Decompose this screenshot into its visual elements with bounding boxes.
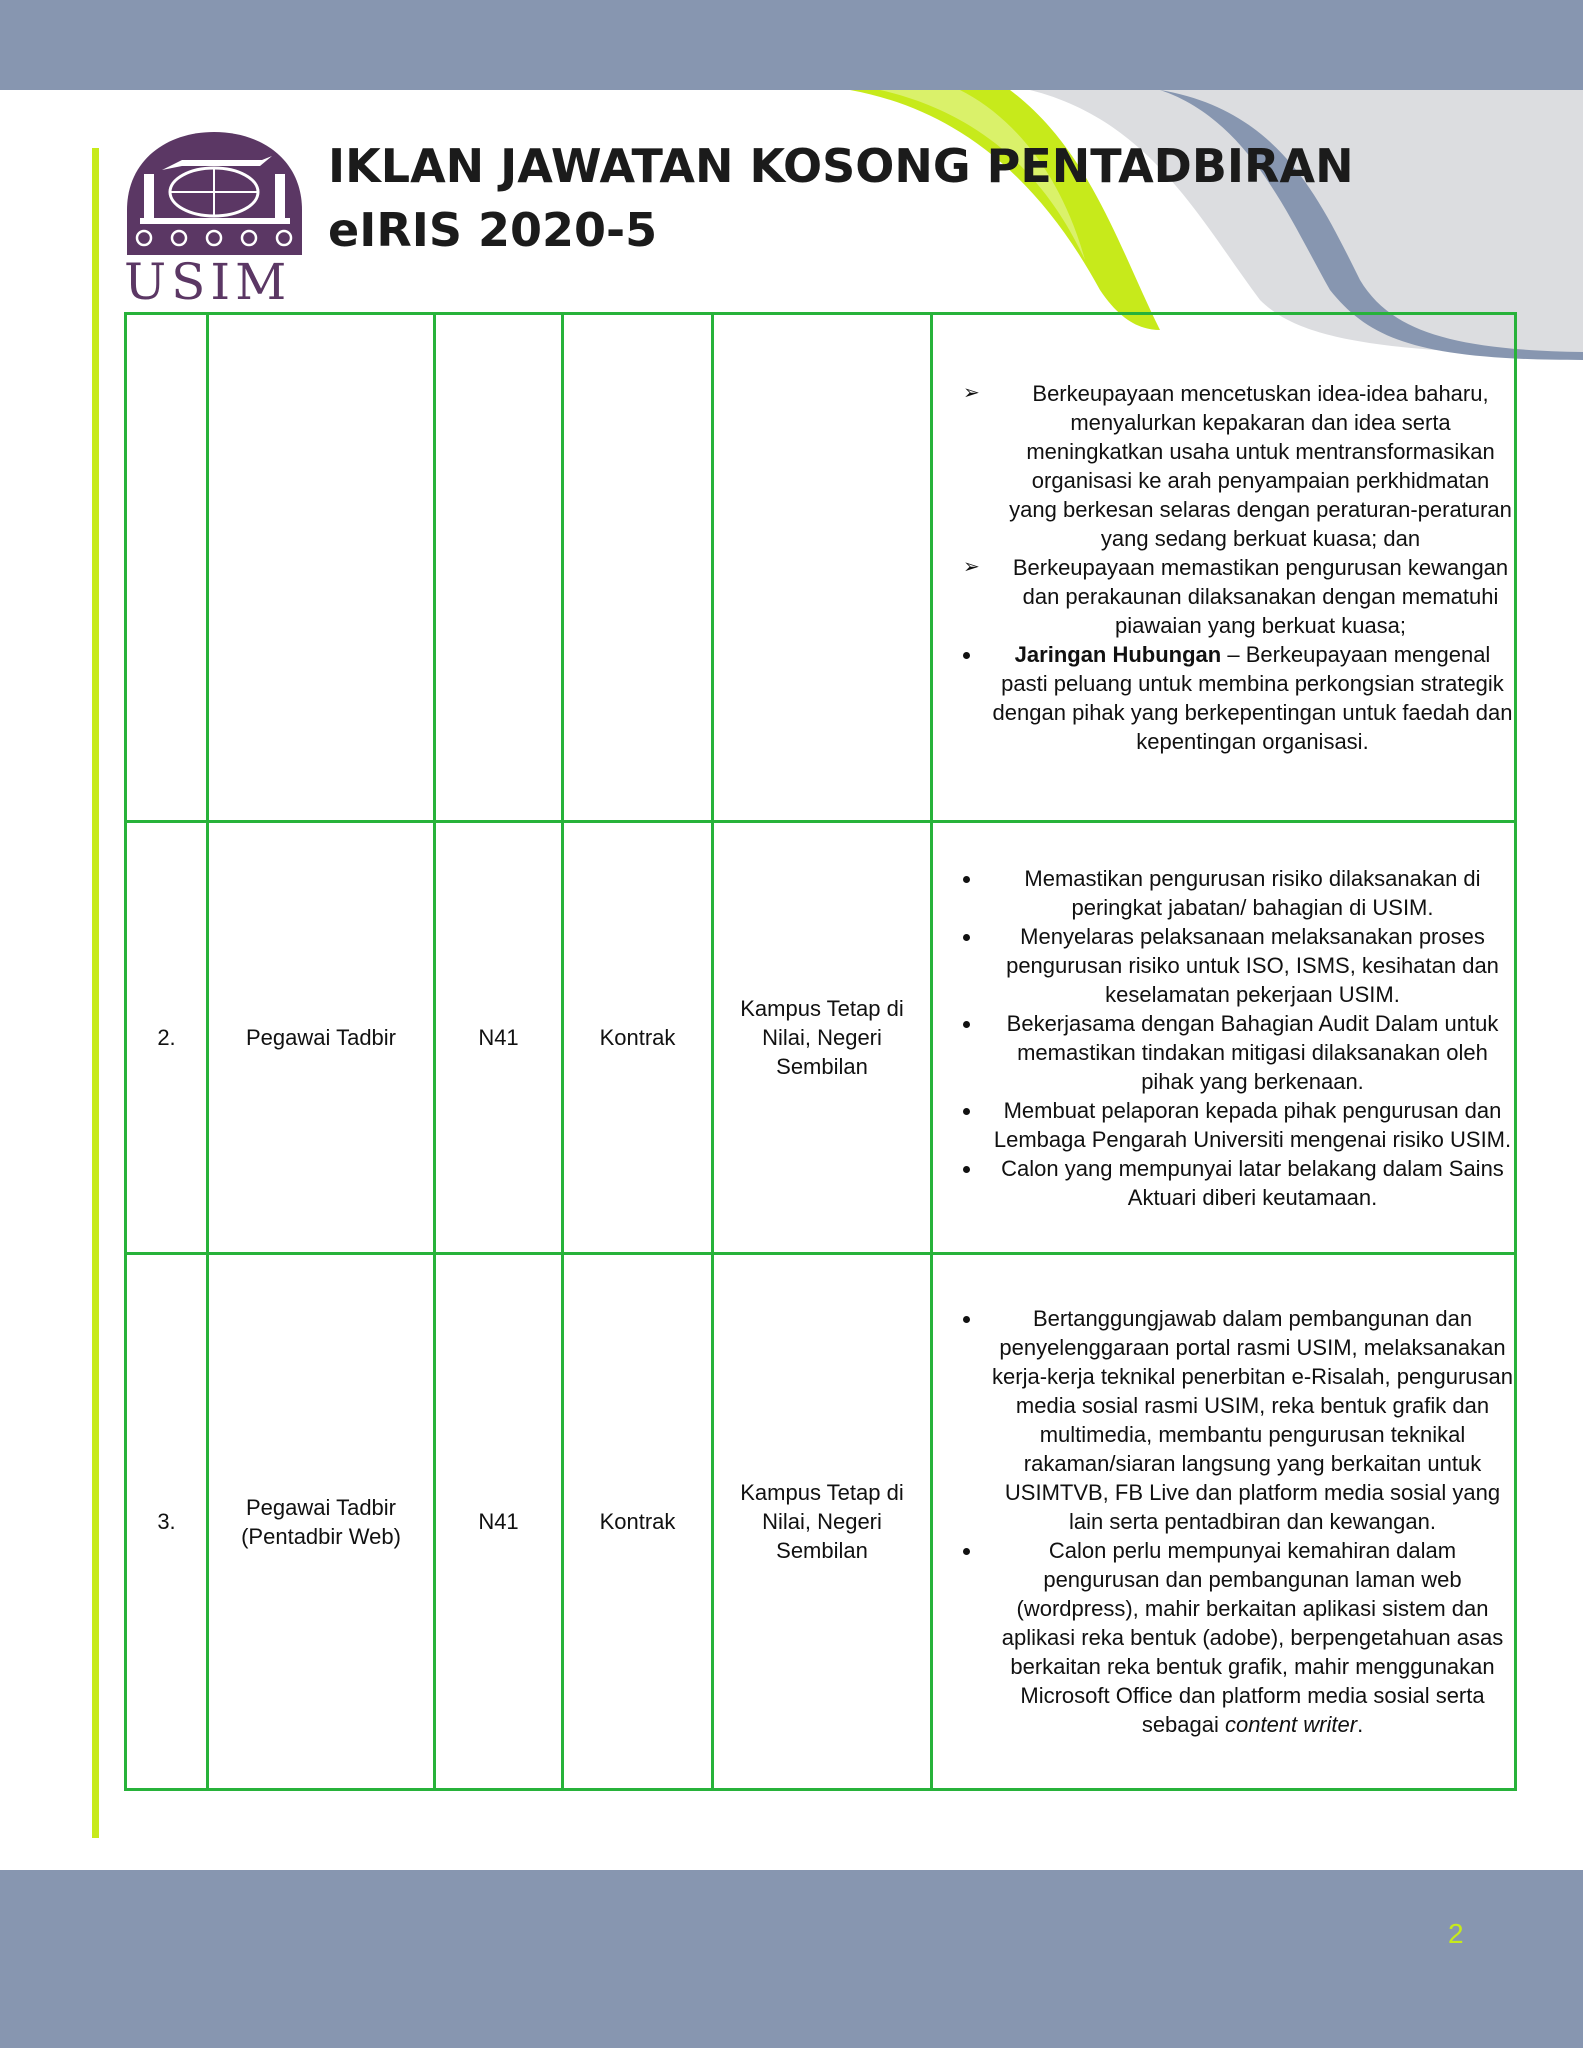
list-item: • Memastikan pengurusan risiko dilaksanakan di peringkat jabatan/ bahagian di USIM.: [983, 864, 1514, 922]
item-end: .: [1357, 1712, 1364, 1737]
page-number: 2: [1448, 1918, 1464, 1949]
table-row: [126, 314, 1516, 822]
list-item: ➢ Berkeupayaan memastikan pengurusan kewangan dan perakaunan dilaksanakan dengan mematuhi piawaian yang berkuat kuasa;: [1007, 553, 1514, 640]
job-description: [932, 822, 1516, 1254]
title-line-2: eIRIS 2020-5: [328, 203, 658, 257]
bullet-list: [933, 640, 1514, 756]
network-text: – Berkeupayaan mengenal pasti peluang untuk membina perkongsian strategik dengan pihak yang berkepentingan untuk faedah dan kepentingan organisasi.: [992, 642, 1513, 754]
appointment-type: Kontrak: [563, 1254, 713, 1790]
accent-vertical-bar: [92, 148, 99, 1838]
logo-text: USIM: [124, 253, 292, 311]
grade: [435, 314, 563, 822]
page-title: [328, 134, 1354, 262]
appointment-type: Kontrak: [563, 822, 713, 1254]
location: [713, 314, 932, 822]
job-description: [932, 314, 1516, 822]
list-item: • Bertanggungjawab dalam pembangunan dan penyelenggaraan portal rasmi USIM, melaksanakan kerja-kerja teknikal penerbitan e-Risalah, pengurusan media sosial rasmi USIM, reka bentuk grafik dan multimedia, membantu pengurusan teknikal rakaman/siaran langsung yang berkaitan untuk USIMTVB, FB Live dan platform media sosial yang lain serta pentadbiran dan kewangan.: [983, 1304, 1514, 1536]
list-item: • Membuat pelaporan kepada pihak pengurusan dan Lembaga Pengarah Universiti mengenai risiko USIM.: [983, 1096, 1514, 1154]
job-description: [932, 1254, 1516, 1790]
row-number: [126, 314, 208, 822]
list-item: • Calon yang mempunyai latar belakang dalam Sains Aktuari diberi keutamaan.: [983, 1154, 1514, 1212]
title-line-1: IKLAN JAWATAN KOSONG PENTADBIRAN: [328, 139, 1354, 193]
vacancy-table: [124, 312, 1517, 1791]
appointment-type: [563, 314, 713, 822]
arrow-list: [933, 379, 1514, 640]
row-number: 3.: [126, 1254, 208, 1790]
location: Kampus Tetap di Nilai, Negeri Sembilan: [713, 822, 932, 1254]
list-item: [983, 1536, 1514, 1739]
item-italic: content writer: [1225, 1712, 1358, 1737]
position-name: [208, 314, 435, 822]
list-item: • Menyelaras pelaksanaan melaksanakan proses pengurusan risiko untuk ISO, ISMS, kesihatan dan keselamatan pekerjaan USIM.: [983, 922, 1514, 1009]
bullet-list: [933, 864, 1514, 1212]
table-row: [126, 822, 1516, 1254]
grade: N41: [435, 822, 563, 1254]
item-text: Calon perlu mempunyai kemahiran dalam pengurusan dan pembangunan laman web (wordpress), mahir berkaitan aplikasi sistem dan aplikasi reka bentuk (adobe), berpengetahuan asas berkaitan reka bentuk grafik, mahir menggunakan Microsoft Office dan platform media sosial serta sebagai: [1001, 1538, 1504, 1737]
bullet-list: [933, 1304, 1514, 1739]
network-label: Jaringan Hubungan: [1014, 642, 1222, 667]
table-row: [126, 1254, 1516, 1790]
list-item: ➢ Berkeupayaan mencetuskan idea-idea baharu, menyalurkan kepakaran dan idea serta meningkatkan usaha untuk mentransformasikan organisasi ke arah penyampaian perkhidmatan yang berkesan selaras dengan peraturan-peraturan yang sedang berkuat kuasa; dan: [1007, 379, 1514, 553]
position-name: Pegawai Tadbir (Pentadbir Web): [208, 1254, 435, 1790]
list-item: [983, 640, 1514, 756]
position-name: Pegawai Tadbir: [208, 822, 435, 1254]
row-number: 2.: [126, 822, 208, 1254]
list-item: • Bekerjasama dengan Bahagian Audit Dalam untuk memastikan tindakan mitigasi dilaksanakan oleh pihak yang berkenaan.: [983, 1009, 1514, 1096]
location: Kampus Tetap di Nilai, Negeri Sembilan: [713, 1254, 932, 1790]
grade: N41: [435, 1254, 563, 1790]
